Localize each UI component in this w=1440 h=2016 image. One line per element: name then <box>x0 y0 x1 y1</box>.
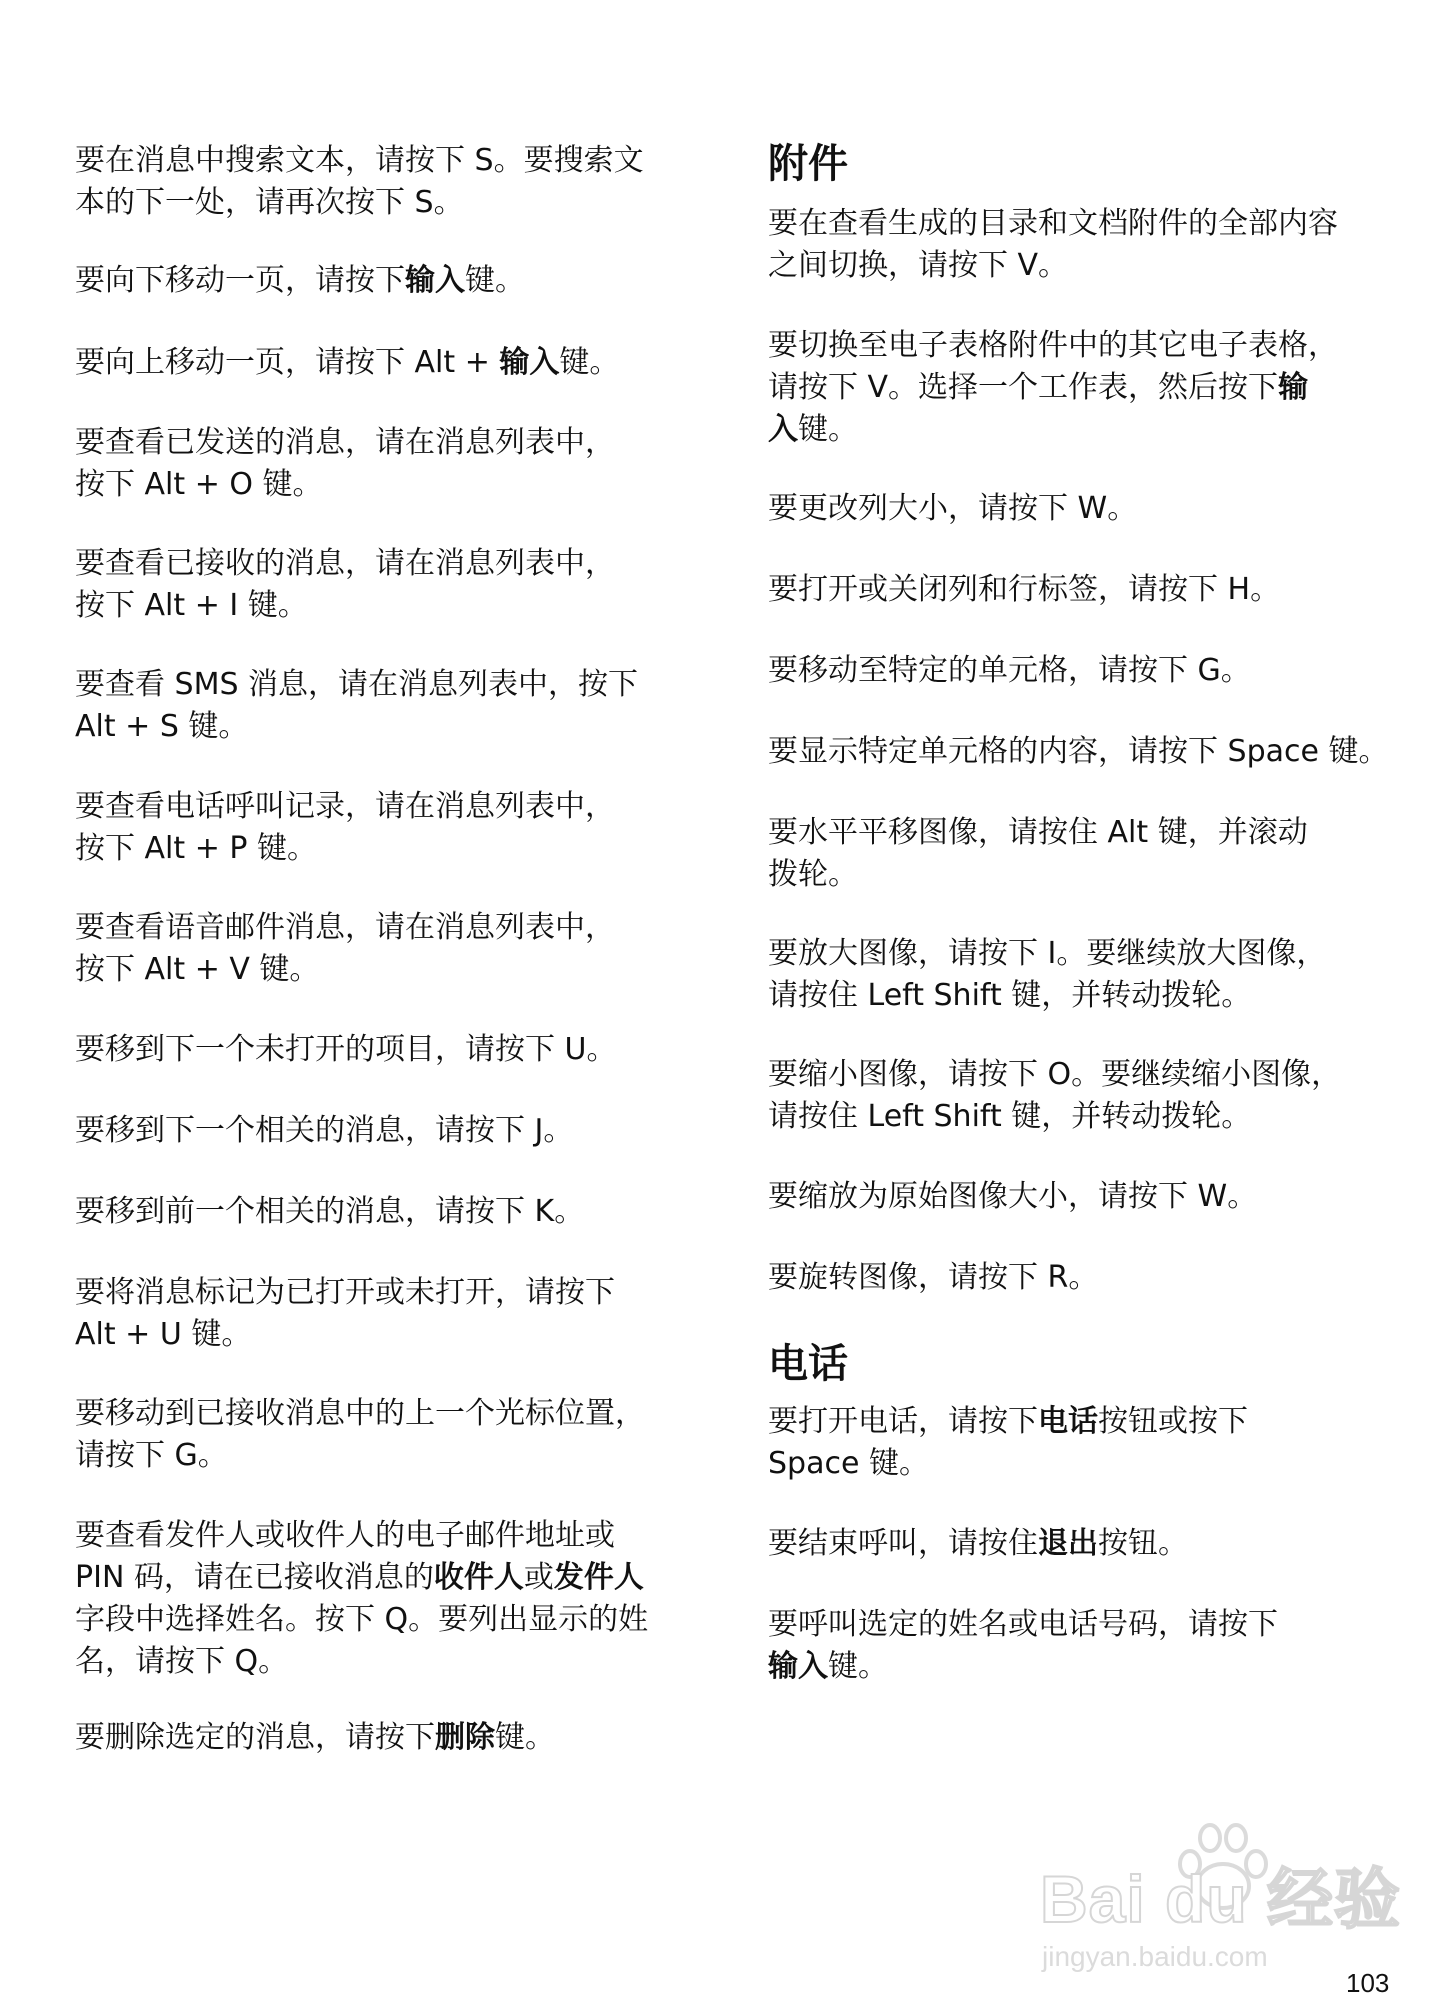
key-enter: 输入 <box>768 1649 828 1684</box>
paragraph-zoom-out <box>768 1054 1341 1138</box>
page-number: 103 <box>1346 1968 1390 1998</box>
text: 或 <box>523 1560 554 1595</box>
line: 要在查看生成的目录和文档附件的全部内容 <box>768 206 1338 241</box>
key-enter: 输入 <box>499 345 560 380</box>
watermark-brand: Bai du 经验 <box>1040 1862 1402 1936</box>
paragraph-end-call <box>768 1523 1188 1565</box>
paragraph-view-address <box>75 1515 648 1683</box>
line: 要查看电话呼叫记录，请在消息列表中， <box>75 789 615 824</box>
text: 键。 <box>828 1649 888 1684</box>
paragraph-zoom-in <box>768 933 1326 1017</box>
line: 请按住 Left Shift 键，并转动拨轮。 <box>768 978 1252 1013</box>
paragraph-column-size <box>768 488 1137 530</box>
heading-phone: 电话 <box>768 1341 848 1387</box>
watermark-url: jingyan.baidu.com <box>1042 1941 1268 1972</box>
key-delete: 删除 <box>435 1720 495 1755</box>
line: 要查看已接收的消息，请在消息列表中， <box>75 546 615 581</box>
key-phone: 电话 <box>1038 1404 1098 1439</box>
line: 要查看发件人或收件人的电子邮件地址或 <box>75 1518 615 1553</box>
paragraph-rotate <box>768 1257 1098 1299</box>
heading-attachments: 附件 <box>768 141 848 187</box>
text: 要显示特定单元格的内容，请按下 Space 键。 <box>768 734 1389 769</box>
paragraph-view-sms <box>75 664 638 748</box>
line: 要水平平移图像，请按住 Alt 键，并滚动 <box>768 815 1308 850</box>
text: 要移到前一个相关的消息，请按下 K。 <box>75 1194 585 1229</box>
baidu-jingyan-watermark <box>1040 1820 1402 1990</box>
text: 请按下 V。选择一个工作表，然后按下 <box>768 370 1279 405</box>
paragraph-prev-related <box>75 1191 584 1233</box>
paragraph-next-related <box>75 1110 573 1152</box>
text: 要旋转图像，请按下 R。 <box>768 1260 1099 1295</box>
line: 要切换至电子表格附件中的其它电子表格， <box>768 328 1338 363</box>
paragraph-switch-spreadsheet <box>768 325 1338 451</box>
text: 键。 <box>465 263 525 298</box>
line: 要查看 SMS 消息，请在消息列表中，按下 <box>75 667 639 702</box>
paragraph-view-sent <box>75 422 615 506</box>
text: 要向下移动一页，请按下 <box>75 263 405 298</box>
line: 要呼叫选定的姓名或电话号码，请按下 <box>768 1607 1278 1642</box>
line: 本的下一处，请再次按下 S。 <box>75 185 464 220</box>
text: 要移到下一个未打开的项目，请按下 U。 <box>75 1032 617 1067</box>
paragraph-mark-opened <box>75 1272 615 1356</box>
line: 请按下 G。 <box>75 1438 228 1473</box>
paragraph-view-voicemail <box>75 907 615 991</box>
line: 之间切换，请按下 V。 <box>768 248 1069 283</box>
text: 键。 <box>798 412 858 447</box>
line: 要移动到已接收消息中的上一个光标位置， <box>75 1396 645 1431</box>
line: 请按住 Left Shift 键，并转动拨轮。 <box>768 1099 1252 1134</box>
paragraph-open-phone <box>768 1401 1248 1485</box>
line: 拨轮。 <box>768 857 858 892</box>
line: 要将消息标记为已打开或未打开，请按下 <box>75 1275 615 1310</box>
paragraph-labels <box>768 569 1280 611</box>
line: Alt + S 键。 <box>75 709 249 744</box>
line: 要查看已发送的消息，请在消息列表中， <box>75 425 615 460</box>
line: 名，请按下 Q。 <box>75 1644 289 1679</box>
text: 要移到下一个相关的消息，请按下 J。 <box>75 1113 574 1148</box>
line: 要放大图像，请按下 I。要继续放大图像， <box>768 936 1327 971</box>
line: 字段中选择姓名。按下 Q。要列出显示的姓 <box>75 1602 649 1637</box>
text: 要更改列大小，请按下 W。 <box>768 491 1138 526</box>
field-recipient: 收件人 <box>433 1560 524 1595</box>
text: 按钮或按下 <box>1098 1404 1248 1439</box>
text: 要删除选定的消息，请按下 <box>75 1720 435 1755</box>
paragraph-search-text <box>75 140 644 224</box>
paragraph-pan-image <box>768 812 1308 896</box>
line: 要在消息中搜索文本，请按下 S。要搜索文 <box>75 143 644 178</box>
text: 要移动至特定的单元格，请按下 G。 <box>768 653 1251 688</box>
paragraph-prev-cursor <box>75 1393 645 1477</box>
paragraph-page-up <box>75 342 619 384</box>
line: Alt + U 键。 <box>75 1317 252 1352</box>
text: 键。 <box>559 345 620 380</box>
text: 要打开电话，请按下 <box>768 1404 1038 1439</box>
line: 要缩小图像，请按下 O。要继续缩小图像， <box>768 1057 1342 1092</box>
line: 按下 Alt + V 键。 <box>75 952 320 987</box>
text: 要向上移动一页，请按下 Alt + <box>75 345 500 380</box>
field-sender: 发件人 <box>553 1560 644 1595</box>
paragraph-view-received <box>75 543 615 627</box>
text: 要结束呼叫，请按住 <box>768 1526 1038 1561</box>
paragraph-delete-message <box>75 1717 555 1759</box>
paragraph-cell-content <box>768 731 1389 773</box>
line: Space 键。 <box>768 1446 929 1481</box>
text: 要缩放为原始图像大小，请按下 W。 <box>768 1179 1258 1214</box>
text: 键。 <box>495 1720 555 1755</box>
line: 按下 Alt + I 键。 <box>75 588 308 623</box>
paragraph-page-down <box>75 260 525 302</box>
text: 按钮。 <box>1098 1526 1188 1561</box>
paragraph-call-selected <box>768 1604 1278 1688</box>
paragraph-view-call-log <box>75 786 615 870</box>
key-enter: 输入 <box>405 263 465 298</box>
key-enter-part: 输 <box>1278 370 1309 405</box>
line: 要查看语音邮件消息，请在消息列表中， <box>75 910 615 945</box>
text: 要打开或关闭列和行标签，请按下 H。 <box>768 572 1281 607</box>
key-enter-part: 入 <box>768 412 798 447</box>
paragraph-goto-cell <box>768 650 1251 692</box>
paragraph-toggle-attachment <box>768 203 1338 287</box>
key-escape: 退出 <box>1038 1526 1098 1561</box>
paragraph-original-size <box>768 1176 1257 1218</box>
paragraph-next-unopened <box>75 1029 617 1071</box>
text: PIN 码，请在已接收消息的 <box>75 1560 434 1595</box>
line: 按下 Alt + O 键。 <box>75 467 323 502</box>
line: 按下 Alt + P 键。 <box>75 831 317 866</box>
